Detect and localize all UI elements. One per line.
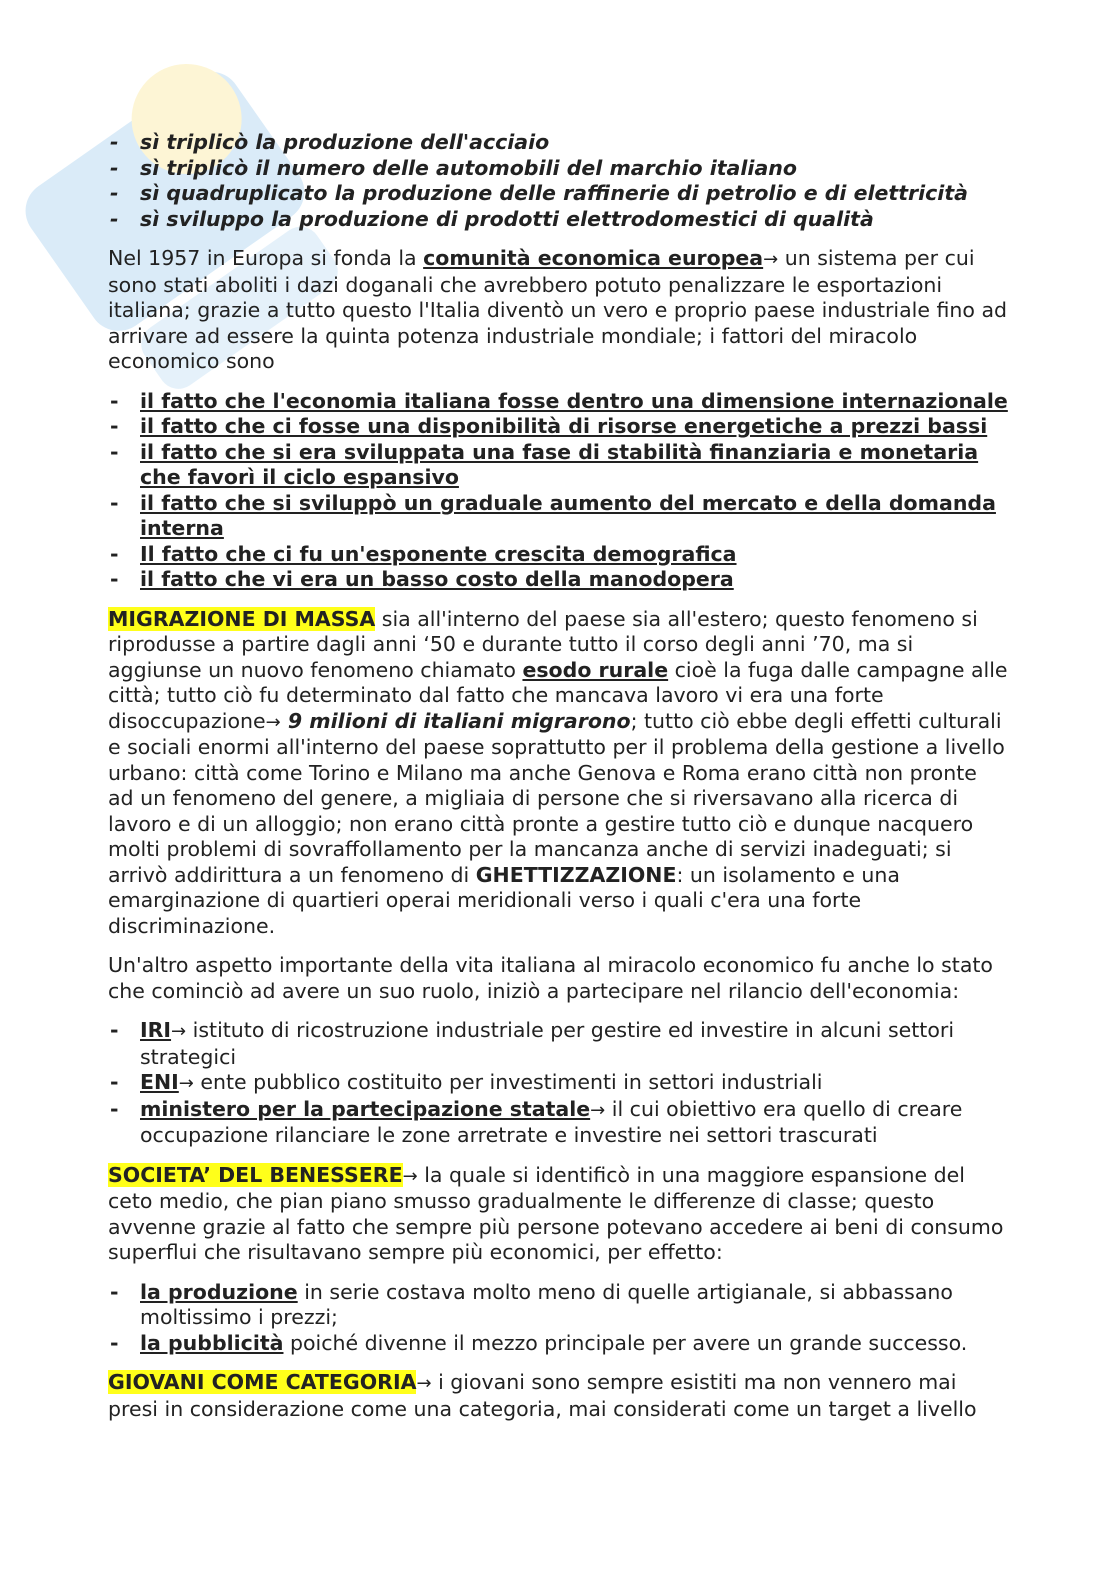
arrow-icon: → (178, 1073, 194, 1094)
list-item: - sì triplicò il numero delle automobili del marchio italiano (108, 156, 1008, 182)
state-intro-paragraph: Un'altro aspetto importante della vita italiana al miracolo economico fu anche lo stato che cominciò ad avere un suo ruolo, iniziò a partecipare nel rilancio dell'economia: (108, 953, 993, 1003)
list-item: - il fatto che si era sviluppata una fase di stabilità finanziaria e monetaria che favorì il ciclo espansivo (108, 440, 1008, 491)
arrow-icon: → (265, 711, 281, 733)
list-item: - IRI→ istituto di ricostruzione industriale per gestire ed investire in alcuni settori strategici (108, 1018, 1008, 1070)
migration-emphasis: 9 milioni di italiani migrarono (280, 708, 631, 733)
welfare-paragraph: SOCIETA’ DEL BENESSERE→ la quale si identificò in una maggiore espansione del ceto medio, che pian piano smusso gradualmente le differenze di classe; questo avvenne grazie al fatto che sempre più persone potevano accedere ai beni di consumo superflui che risultavano sempre più economici, per effetto: (108, 1162, 1004, 1264)
list-item: - sì sviluppo la produzione di prodotti elettrodomestici di qualità (108, 207, 1008, 233)
list-item: - la produzione in serie costava molto meno di quelle artigianale, si abbassano moltissimo i prezzi; (108, 1280, 1008, 1331)
cee-paragraph: Nel 1957 in Europa si fonda la comunità economica europea→ un sistema per cui sono stati aboliti i dazi doganali che avrebbero potuto penalizzare le esportazioni italiana; grazie a tutto questo l'Italia diventò un vero e proprio paese industriale fino ad arrivare ad essere la quinta potenza industriale mondiale; i fattori del miracolo economico sono (108, 246, 1008, 373)
welfare-heading: SOCIETA’ DEL BENESSERE (108, 1162, 403, 1187)
arrow-icon: → (171, 1021, 187, 1042)
youth-paragraph: GIOVANI COME CATEGORIA→ i giovani sono sempre esistiti ma non vennero mai presi in considerazione come una categoria, mai considerati come un target a livello (108, 1370, 977, 1421)
youth-heading: GIOVANI COME CATEGORIA (108, 1370, 417, 1394)
list-item: - sì quadruplicato la produzione delle raffinerie di petrolio e di elettricità (108, 181, 1008, 207)
list-item: - il fatto che ci fosse una disponibilità di risorse energetiche a prezzi bassi (108, 414, 1008, 440)
list-item: - sì triplicò la produzione dell'acciaio (108, 130, 1008, 156)
cee-term: comunità economica europea (423, 246, 764, 270)
arrow-icon: → (590, 1099, 606, 1121)
list-item: - la pubblicità poiché divenne il mezzo principale per avere un grande successo. (108, 1331, 1008, 1357)
migration-heading: MIGRAZIONE DI MASSA (108, 606, 376, 631)
list-item: - ENI→ ente pubblico costituito per investimenti in settori industriali (108, 1070, 1008, 1097)
arrow-icon: → (416, 1373, 432, 1394)
esodo-rurale-term: esodo rurale (522, 657, 669, 682)
factors-list (108, 389, 1008, 593)
state-list (108, 1018, 1008, 1149)
list-item: - Il fatto che ci fu un'esponente crescita demografica (108, 542, 1008, 568)
list-item: - ministero per la partecipazione statale→ il cui obiettivo era quello di creare occupazione rilanciare le zone arretrate e investire nei settori trascurati (108, 1097, 1008, 1149)
arrow-icon: → (402, 1165, 418, 1187)
list-item: - il fatto che vi era un basso costo della manodopera (108, 567, 1008, 593)
welfare-list (108, 1280, 1008, 1357)
intro-list (108, 130, 1008, 232)
document-body (108, 130, 1008, 1422)
ghettizzazione-term: GHETTIZZAZIONE (475, 862, 677, 887)
list-item: - il fatto che l'economia italiana fosse dentro una dimensione internazionale (108, 389, 1008, 415)
list-item: - il fatto che si sviluppò un graduale aumento del mercato e della domanda interna (108, 491, 1008, 542)
arrow-icon: → (763, 249, 779, 270)
migration-paragraph: MIGRAZIONE DI MASSA sia all'interno del paese sia all'estero; questo fenomeno si riprodusse a partire dagli anni ‘50 e durante tutto il corso degli anni ’70, ma si aggiunse un nuovo fenomeno chiamato esodo rurale cioè la fuga dalle campagne alle città; tutto ciò fu determinato dal fatto che mancava lavoro vi era una forte disoccupazione→ 9 milioni di italiani migrarono; tutto ciò ebbe degli effetti culturali e sociali enormi all'interno del paese soprattutto per il problema della gestione a livello urbano: città come Torino e Milano ma anche Genova e Roma erano città non pronte ad un fenomeno del genere, a migliaia di persone che si riversavano alla ricerca di lavoro e di un alloggio; non erano città pronte a gestire tutto ciò e dunque nacquero molti problemi di sovraffollamento per la mancanza anche di servizi inadeguati; si arrivò addirittura a un fenomeno di GHETTIZZAZIONE: un isolamento e una emarginazione di quartieri operai meridionali verso i quali c'era una forte discriminazione. (108, 606, 1008, 938)
